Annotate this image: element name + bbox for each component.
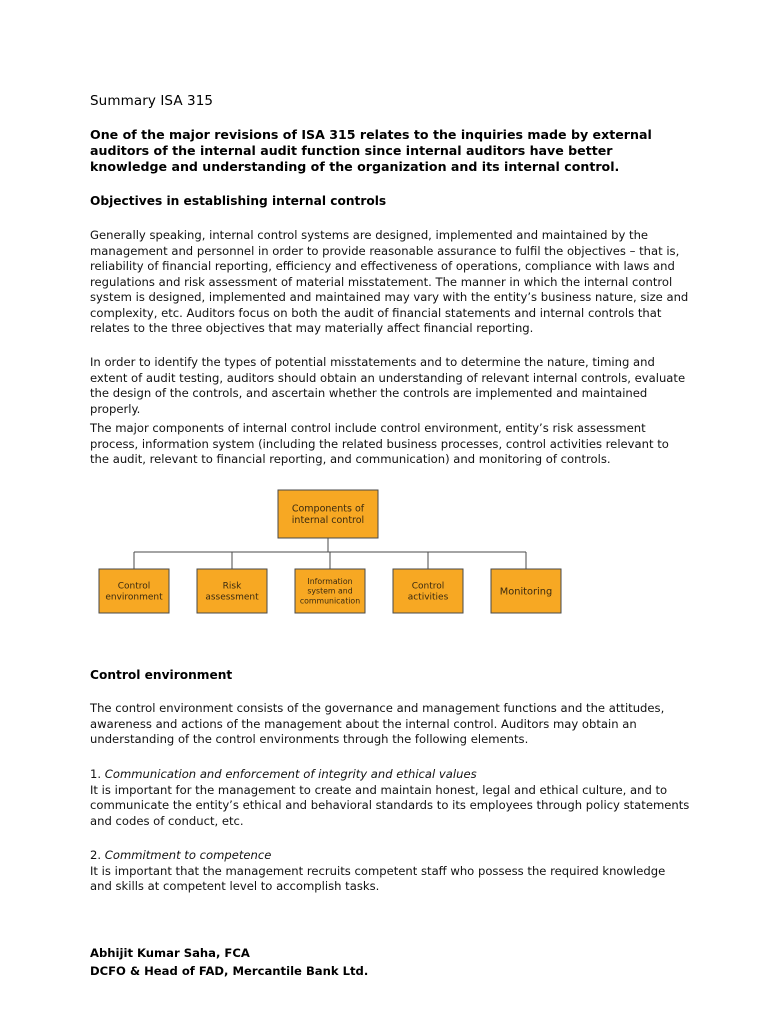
root-box-label: Components of <box>291 503 365 515</box>
list-item-title: Communication and enforcement of integrity and ethical values <box>104 767 477 781</box>
component-box-label: Risk <box>222 581 242 592</box>
component-box-label: Control <box>117 581 151 592</box>
signature-block <box>90 944 368 980</box>
component-box-label: system and <box>307 586 353 596</box>
objectives-heading: Objectives in establishing internal controls <box>90 194 387 208</box>
list-item-title: Commitment to competence <box>104 848 272 862</box>
component-box-label: communication <box>299 596 361 606</box>
lead-paragraph: One of the major revisions of ISA 315 relates to the inquiries made by external auditors of the internal audit function since internal auditors have better knowledge and understanding of the organization and its internal control. <box>90 127 652 174</box>
control-environment-heading: Control environment <box>90 668 233 682</box>
objectives-paragraph-3: The major components of internal control include control environment, entity’s risk assessment process, information system (including the related business processes, control activities relevant to the audit, relevant to financial reporting, and communication) and monitoring of controls. <box>90 421 669 466</box>
root-box-label: internal control <box>291 515 365 527</box>
component-box-label: Information <box>307 576 353 586</box>
component-box-label: assessment <box>205 592 259 603</box>
document-title: Summary ISA 315 <box>90 93 214 109</box>
author-name: Abhijit Kumar Saha, FCA <box>90 946 250 960</box>
component-box-label: Control <box>411 581 445 592</box>
list-item-number: 2. <box>90 848 102 862</box>
control-environment-intro: The control environment consists of the governance and management functions and the attitudes, awareness and actions of the management about the internal control. Auditors may obtain an understanding of the control environments through the following elements. <box>90 701 665 746</box>
objectives-paragraph-2: In order to identify the types of potential misstatements and to determine the nature, timing and extent of audit testing, auditors should obtain an understanding of relevant internal controls, evaluate the design of the controls, and ascertain whether the controls are implemented and maintained properly. <box>90 355 686 416</box>
list-item-text: It is important that the management recruits competent staff who possess the required knowledge and skills at competent level to accomplish tasks. <box>90 863 666 893</box>
component-box-label: Monitoring <box>499 586 553 598</box>
list-item-integrity <box>90 767 690 829</box>
author-position: DCFO & Head of FAD, Mercantile Bank Ltd. <box>90 964 369 978</box>
component-box-label: activities <box>407 592 449 603</box>
internal-control-diagram <box>90 480 690 620</box>
objectives-paragraph-1: Generally speaking, internal control systems are designed, implemented and maintained by the management and personnel in order to provide reasonable assurance to fulfil the objectives – that is, reliability of financial reporting, efficiency and effectiveness of operations, compliance with laws and regulations and risk assessment of material misstatement. The manner in which the internal control system is designed, implemented and maintained may vary with the entity’s business nature, size and complexity, etc. Auditors focus on both the audit of financial statements and internal controls that relates to the three objectives that may materially affect financial reporting. <box>90 228 689 335</box>
list-item-number: 1. <box>90 767 102 781</box>
list-item-text: It is important for the management to create and maintain honest, legal and ethical culture, and to communicate the entity’s ethical and behavioral standards to its employees through policy statements and codes of conduct, etc. <box>90 782 690 828</box>
list-item-competence <box>90 848 690 895</box>
component-box-label: environment <box>105 592 163 603</box>
